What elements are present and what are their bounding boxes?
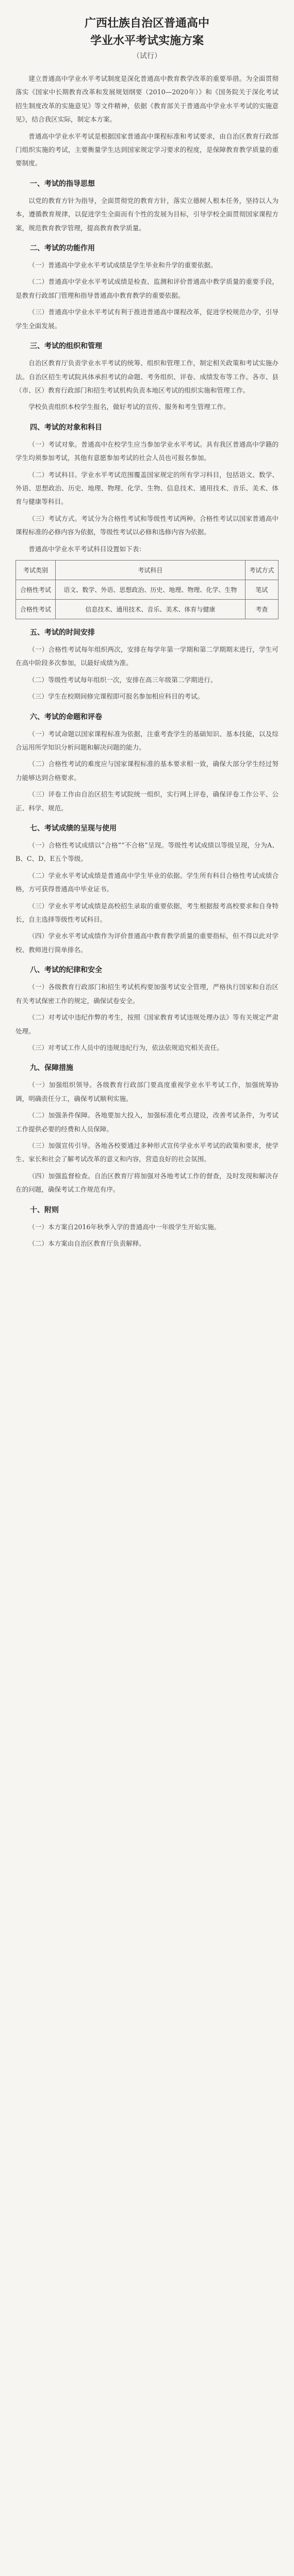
section-paragraph: （三）学业水平考试成绩是高校招生录取的重要依据，考生根据报考高校要求和自身特长，自主选择等级性考试科目。 <box>15 902 279 924</box>
section <box>15 1203 279 1251</box>
section-paragraph: （二）考试科目。学业水平考试范围覆盖国家规定的所有学习科目，包括语文、数学、外语、思想政治、历史、地理、物理、化学、生物、信息技术、通用技术、音乐、美术、体育与健康等科目。 <box>15 470 279 506</box>
section-paragraph: （二）合格性考试的难度应与国家课程标准的基本要求相一致，确保大部分学生经过努力能够达到合格要求。 <box>15 760 279 782</box>
section-paragraph: （一）各级教育行政部门和招生考试机构要加强考试安全管理，严格执行国家和自治区有关考试保密工作的规定，确保试卷安全。 <box>15 983 279 1005</box>
section-paragraph: （一）普通高中学业水平考试成绩是学生毕业和升学的重要依据。 <box>28 261 217 269</box>
section-paragraph: 学校负责组织本校学生报名，做好考试的宣传、服务和考生管理工作。 <box>28 403 230 411</box>
section-paragraph: （一）考试对象。普通高中在校学生应当参加学业水平考试。具有我区普通高中学籍的学生均须参加考试，其他有意愿参加考试的社会人员也可报名参加。 <box>15 440 279 462</box>
section-heading: 九、保障措施 <box>30 1064 73 1073</box>
table-cell: 笔试 <box>245 580 278 599</box>
section <box>15 963 279 1055</box>
intro-paragraph: 普通高中学业水平考试是根据国家普通高中课程标准和考试要求，由自治区教育行政部门组织实施的考试，主要衡量学生达到国家规定学习要求的程度，是保障教育教学质量的重要制度。 <box>15 132 279 167</box>
table-header-cell: 考试方式 <box>245 560 278 580</box>
section-heading: 五、考试的时间安排 <box>30 628 95 637</box>
section <box>15 420 279 556</box>
section-paragraph: （三）加强宣传引导。各地各校要通过多种形式宣传学业水平考试的政策和要求，使学生、家长和社会了解考试改革的意义和内容，营造良好的社会氛围。 <box>15 1141 279 1163</box>
section-heading: 一、考试的指导思想 <box>30 179 95 188</box>
section-paragraph: 以党的教育方针为指导，全面贯彻党的教育方针，落实立德树人根本任务，坚持以人为本，遵循教育规律，以促进学生全面而有个性的发展为目标，引导学校全面贯彻国家课程方案，规范教育教学管理，提高教育教学质量。 <box>15 196 279 232</box>
table-row <box>16 599 279 619</box>
section-paragraph: （二）对考试中违纪作弊的考生，按照《国家教育考试违规处理办法》等有关规定严肃处理。 <box>15 1013 279 1035</box>
section <box>15 821 279 957</box>
section-paragraph: （一）合格性考试每年组织两次，安排在每学年第一学期和第二学期期末进行，学生可在高中阶段多次参加，以最好成绩为准。 <box>15 645 279 667</box>
table-header-cell: 考试科目 <box>55 560 245 580</box>
intro <box>15 72 279 171</box>
section-paragraph: （二）本方案由自治区教育厅负责解释。 <box>28 1239 145 1247</box>
table-cell: 考查 <box>245 599 278 619</box>
section-paragraph: （二）加强条件保障。各地要加大投入，加强标准化考点建设，改善考试条件，为考试工作提供必要的经费和人员保障。 <box>15 1111 279 1133</box>
title-line-2: 学业水平考试实施方案 <box>90 34 204 47</box>
sections-after <box>15 625 279 1250</box>
section-paragraph: （一）加强组织领导。各级教育行政部门要高度重视学业水平考试工作，加强统筹协调，明确责任分工，确保考试顺利实施。 <box>15 1081 279 1103</box>
table-header-row <box>16 560 279 580</box>
section-paragraph: （四）学业水平考试成绩作为评价普通高中教育教学质量的重要指标，但不得以此对学校、教师进行简单排名。 <box>15 932 279 954</box>
section-paragraph: 普通高中学业水平考试科目设置如下表： <box>28 545 145 553</box>
section <box>15 339 279 414</box>
section-paragraph: （三）考试方式。考试分为合格性考试和等级性考试两种。合格性考试以国家普通高中课程标准的必修内容为依据，等级性考试以必修和选修内容为依据。 <box>15 514 279 536</box>
table-header-cell: 考试类别 <box>16 560 56 580</box>
table-cell: 信息技术、通用技术、音乐、美术、体育与健康 <box>55 599 245 619</box>
section <box>15 1061 279 1196</box>
section <box>15 241 279 333</box>
section-heading: 二、考试的功能作用 <box>30 244 95 253</box>
section-paragraph: （三）对考试工作人员中的违规违纪行为，依法依规追究相关责任。 <box>28 1043 223 1052</box>
section-paragraph: 自治区教育厅负责学业水平考试的统筹、组织和管理工作，制定相关政策和考试实施办法。自治区招生考试院具体承担考试的命题、考务组织、评卷、成绩发布等工作。各市、县（市、区）教育行政部门和招生考试机构负责本地区考试的组织实施和管理工作。 <box>15 359 279 394</box>
section <box>15 710 279 815</box>
table-cell: 合格性考试 <box>16 580 56 599</box>
section-heading: 四、考试的对象和科目 <box>30 423 102 432</box>
section-paragraph: （一）合格性考试成绩以“合格”“不合格”呈现。等级性考试成绩以等级呈现，分为A、B、C、D、E五个等级。 <box>15 841 279 863</box>
section-heading: 七、考试成绩的呈现与使用 <box>30 824 117 833</box>
section-paragraph: （一）考试命题以国家课程标准为依据，注重考查学生的基础知识、基本技能，以及综合运用所学知识分析问题和解决问题的能力。 <box>15 730 279 751</box>
subtitle: （试行） <box>133 52 161 60</box>
section-paragraph: （二）等级性考试每年组织一次，安排在高三年级第二学期进行。 <box>28 675 217 684</box>
section-heading: 十、附则 <box>30 1206 59 1214</box>
section-paragraph: （二）学业水平考试成绩是普通高中学生毕业的依据。学生所有科目合格性考试成绩合格，方可获得普通高中毕业证书。 <box>15 871 279 893</box>
table-cell: 合格性考试 <box>16 599 56 619</box>
table-cell: 语文、数学、外语、思想政治、历史、地理、物理、化学、生物 <box>55 580 245 599</box>
section-paragraph: （三）普通高中学业水平考试有利于推进普通高中课程改革，促进学校规范办学，引导学生全面发展。 <box>15 308 279 330</box>
title-line-1: 广西壮族自治区普通高中 <box>84 16 209 30</box>
section-paragraph: （三）评卷工作由自治区招生考试院统一组织，实行网上评卷，确保评卷工作公平、公正、科学、规范。 <box>15 790 279 812</box>
section-heading: 三、考试的组织和管理 <box>30 342 102 351</box>
section-paragraph: （三）学生在校期间修完课程即可报名参加相应科目的考试。 <box>28 692 204 701</box>
section-heading: 六、考试的命题和评卷 <box>30 713 102 721</box>
section-paragraph: （一）本方案自2016年秋季入学的普通高中一年级学生开始实施。 <box>28 1223 221 1231</box>
intro-paragraph: 建立普通高中学业水平考试制度是深化普通高中教育教学改革的重要举措。为全面贯彻落实《国家中长期教育改革和发展规划纲要（2010—2020年）》和《国务院关于深化考试招生制度改革的实施意见》等文件精神，依据《教育部关于普通高中学业水平考试的实施意见》，结合我区实际，制定本方案。 <box>15 75 279 124</box>
section-paragraph: （二）普通高中学业水平考试成绩是检查、监测和评价普通高中教学质量的重要手段，是教育行政部门管理和指导普通高中教育教学的重要依据。 <box>15 278 279 299</box>
table-row <box>16 580 279 599</box>
section-paragraph: （四）加强监督检查。自治区教育厅将加强对各地考试工作的督查，及时发现和解决存在的问题，确保考试工作规范有序。 <box>15 1172 279 1194</box>
sections <box>15 177 279 556</box>
subjects-table <box>15 560 279 619</box>
section <box>15 177 279 235</box>
section <box>15 625 279 704</box>
section-heading: 八、考试的纪律和安全 <box>30 966 102 975</box>
title-block <box>15 14 279 63</box>
